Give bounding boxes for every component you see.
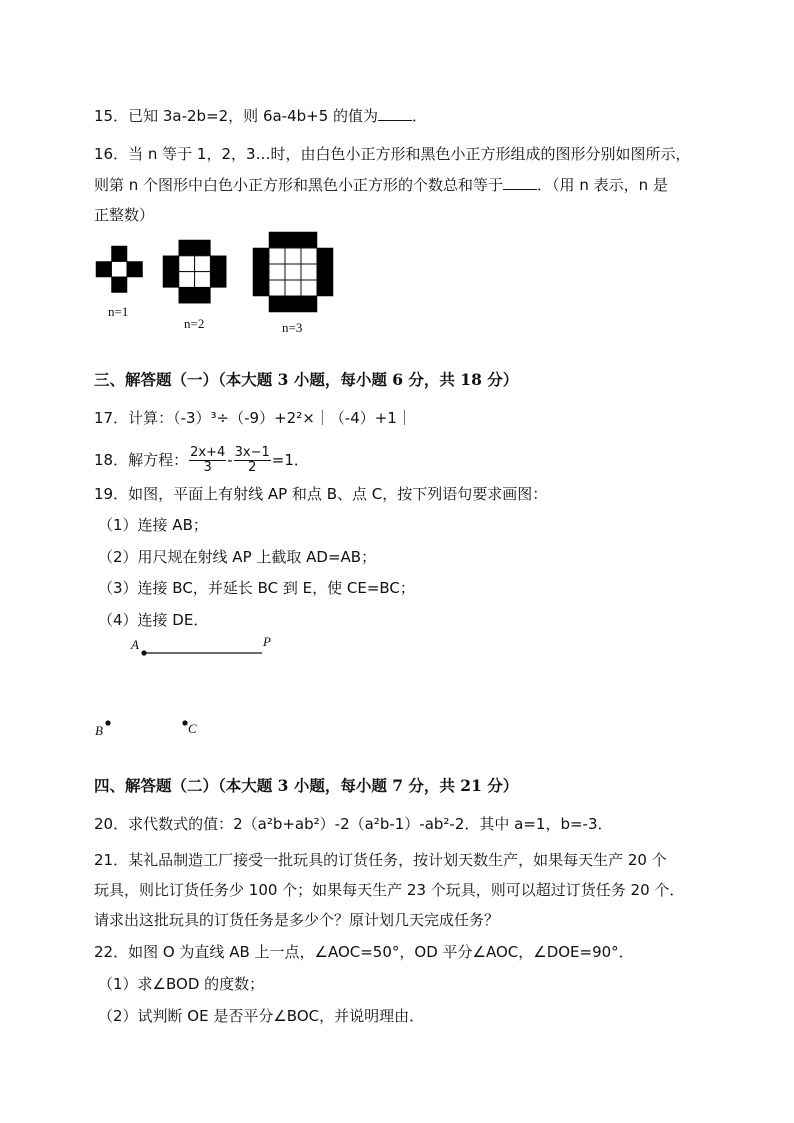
question-22-sub-2: （2）试判断 OE 是否平分∠BOC，并说明理由． — [98, 1007, 425, 1025]
black-square — [96, 262, 112, 278]
black-square — [269, 296, 285, 312]
white-square — [285, 280, 301, 296]
question-19-intro: 19．如图，平面上有射线 AP 和点 B、点 C，按下列语句要求画图： — [94, 485, 548, 503]
white-square — [301, 280, 317, 296]
black-square — [163, 256, 179, 272]
question-17: 17．计算：（-3）³÷（-9）+2²×｜（-4）+1｜ — [94, 409, 412, 427]
black-square — [112, 277, 128, 293]
point-p-label: P — [263, 634, 271, 649]
figure-label-n2: n=2 — [184, 316, 205, 331]
white-square — [195, 272, 211, 288]
question-19-step-4: （4）连接 DE． — [98, 611, 209, 629]
question-16-line-3: 正整数） — [94, 206, 155, 224]
section-3-heading: 三、解答题（一）（本大题 3 小题，每小题 6 分，共 18 分） — [94, 370, 519, 389]
black-square — [179, 287, 195, 303]
black-square — [285, 296, 301, 312]
white-square — [269, 264, 285, 280]
white-square — [269, 280, 285, 296]
question-20: 20．求代数式的值：2（a²b+ab²）-2（a²b-1）-ab²-2．其中 a=1，b=-3． — [94, 815, 613, 833]
black-square — [317, 248, 333, 264]
black-square — [269, 232, 285, 248]
white-square — [179, 256, 195, 272]
black-square — [195, 287, 211, 303]
black-square — [179, 240, 195, 256]
section-4-heading: 四、解答题（二）（本大题 3 小题，每小题 7 分，共 21 分） — [94, 776, 519, 795]
black-square — [163, 272, 179, 288]
question-22-sub-1: （1）求∠BOD 的度数； — [98, 975, 265, 993]
point-c-dot — [182, 720, 187, 725]
black-square — [301, 232, 317, 248]
question-16-line-1: 16．当 n 等于 1，2，3…时，由白色小正方形和黑色小正方形组成的图形分别如图所示， — [94, 145, 691, 163]
black-square — [317, 264, 333, 280]
black-square — [195, 240, 211, 256]
white-square — [112, 262, 128, 278]
black-square — [210, 272, 226, 288]
fraction-2: $\frac{3x-1}{2}$ — [234, 445, 270, 475]
black-square — [210, 256, 226, 272]
pattern-figure-n1 — [96, 246, 143, 293]
black-square — [253, 280, 269, 296]
white-square — [179, 272, 195, 288]
question-19-step-2: （2）用尺规在射线 AP 上截取 AD=AB； — [98, 548, 377, 566]
white-square — [285, 264, 301, 280]
question-19-step-3: （3）连接 BC，并延长 BC 到 E，使 CE=BC； — [98, 579, 415, 597]
black-square — [285, 232, 301, 248]
black-square — [253, 264, 269, 280]
black-square — [253, 248, 269, 264]
point-b-label: B — [95, 723, 103, 738]
black-square — [317, 280, 333, 296]
question-22-line-1: 22．如图 O 为直线 AB 上一点，∠AOC=50°，OD 平分∠AOC，∠DOE=90°． — [94, 943, 634, 961]
ray-diagram — [105, 650, 262, 725]
point-a-label: A — [131, 637, 139, 652]
question-19-step-1: （1）连接 AB； — [98, 516, 208, 534]
white-square — [195, 256, 211, 272]
figure-label-n3: n=3 — [282, 320, 303, 335]
question-21-line-1: 21．某礼品制造工厂接受一批玩具的订货任务，按计划天数生产，如果每天生产 20 个 — [94, 851, 667, 869]
black-square — [301, 296, 317, 312]
black-square — [127, 262, 143, 278]
fraction-1: $\frac{2x+4}{3}$ — [190, 445, 226, 475]
question-15-text: 15．已知 3a-2b=2，则 6a-4b+5 的值为 — [94, 107, 379, 125]
point-c-label: C — [188, 721, 197, 736]
white-square — [301, 264, 317, 280]
question-16-line-2: 则第 n 个图形中白色小正方形和黑色小正方形的个数总和等于 ．（用 n 表示，n 是 — [94, 176, 668, 194]
white-square — [285, 248, 301, 264]
question-15: 15．已知 3a-2b=2，则 6a-4b+5 的值为 ． — [94, 107, 428, 125]
white-square — [301, 248, 317, 264]
question-18: 18．解方程： $\frac{2x+4}{3}$ - $\frac{3x-1}{2}$ =1． — [94, 445, 309, 475]
figure-label-n1: n=1 — [108, 304, 129, 319]
pattern-figure-n3 — [253, 232, 333, 312]
point-b-dot — [105, 720, 110, 725]
black-square — [112, 246, 128, 262]
white-square — [269, 248, 285, 264]
pattern-figure-n2 — [163, 240, 226, 303]
question-21-line-3: 请求出这批玩具的订货任务是多少个？原计划几天完成任务？ — [94, 911, 500, 929]
point-a-dot — [141, 650, 146, 655]
question-21-line-2: 玩具，则比订货任务少 100 个；如果每天生产 23 个玩具，则可以超过订货任务 20 个． — [94, 881, 685, 899]
